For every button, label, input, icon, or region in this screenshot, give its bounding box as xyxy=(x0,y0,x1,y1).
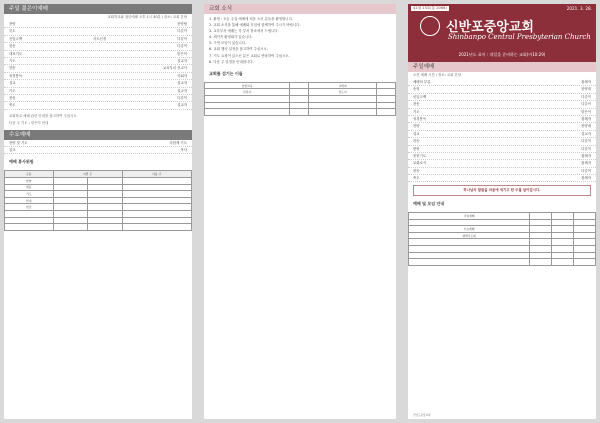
schedule-row xyxy=(409,219,596,226)
sunday-order-list xyxy=(408,79,596,182)
sunday-order-row-mid xyxy=(426,153,581,159)
schedule-cell xyxy=(530,226,552,233)
wednesday-order-row-label: 찬양 및 기도 xyxy=(9,140,28,145)
sunday-order-row-right: 찬양대 xyxy=(581,124,591,129)
volunteer-cell: 찬양 xyxy=(5,178,54,185)
youth-order-row-label: 기도 xyxy=(9,88,16,93)
schedule-cell xyxy=(552,252,574,259)
schedule-cell xyxy=(530,239,552,246)
youth-order-row xyxy=(4,102,192,109)
schedule-cell xyxy=(574,252,596,259)
youth-order-row-mid xyxy=(16,95,178,101)
volunteer-cell xyxy=(53,191,88,198)
news-item: 8. 다음 주 일정을 안내합니다. xyxy=(209,59,254,64)
schedule-cell xyxy=(530,246,552,253)
schedule-cell xyxy=(552,213,574,220)
news-item: 3. 교육부서 예배는 각 부서 장소에서 드립니다. xyxy=(209,29,279,34)
youth-order-row-label: 찬송 xyxy=(9,44,16,49)
left-panel xyxy=(4,4,192,419)
volunteer-row xyxy=(5,184,192,191)
schedule-cell xyxy=(409,259,530,266)
youth-order-row-label: 찬송 xyxy=(9,95,16,100)
youth-order-row xyxy=(4,58,192,65)
youth-order-row-label: 묵도 xyxy=(9,29,16,34)
schedule-row xyxy=(409,246,596,253)
sunday-order-row-mid xyxy=(420,138,582,144)
volunteer-cell xyxy=(88,197,123,204)
staff-table xyxy=(204,82,396,116)
volunteer-cell xyxy=(88,217,123,224)
sunday-order-row xyxy=(408,138,596,145)
sunday-order-row-right: 찬양대 xyxy=(581,87,591,92)
staff-row xyxy=(205,109,396,116)
schedule-row xyxy=(409,239,596,246)
sunday-order-row-mid xyxy=(420,123,582,129)
sunday-order-row-right: 다같이 xyxy=(581,146,591,151)
staff-cell xyxy=(205,109,290,116)
volunteer-cell xyxy=(88,191,123,198)
youth-order-row-right: 설교자 xyxy=(177,58,187,63)
youth-order-row-label: 설교 xyxy=(9,81,16,86)
volunteer-table-header xyxy=(5,171,192,178)
sunday-order-row-label: 송영 xyxy=(413,87,420,92)
youth-order-row xyxy=(4,65,192,72)
schedule-table-title: 예배 및 모임 안내 xyxy=(413,201,445,207)
volunteer-cell xyxy=(122,204,191,211)
volunteer-cell xyxy=(122,178,191,185)
news-item: 1. 환영 : 오늘 주일 예배에 처음 오신 분들을 환영합니다. xyxy=(209,17,293,21)
sunday-order-row-right: 다같이 xyxy=(581,168,591,173)
staff-cell xyxy=(308,109,377,116)
staff-row xyxy=(205,82,396,89)
youth-order-row-mid xyxy=(16,21,178,27)
sunday-order-row xyxy=(408,131,596,138)
staff-cell xyxy=(290,89,309,96)
staff-cell xyxy=(290,95,309,102)
volunteer-cell: 안내 xyxy=(5,197,54,204)
youth-order-row-right: 다같이 xyxy=(177,29,187,34)
schedule-cell xyxy=(409,246,530,253)
volunteer-row xyxy=(5,197,192,204)
youth-order-row-mid xyxy=(16,102,178,108)
schedule-cell xyxy=(552,219,574,226)
youth-intro-line: 교회학교와 청년예배 오후 1시 30분 / 장소: 교회 본당 xyxy=(107,15,187,19)
sunday-order-row-label: 찬송 xyxy=(413,168,420,173)
wednesday-order-row xyxy=(4,140,192,147)
volunteer-cell: 기도 xyxy=(5,191,54,198)
bulletin-masthead xyxy=(408,4,596,62)
youth-worship-header: 주일 젊은이예배 xyxy=(4,4,192,14)
youth-order-row xyxy=(4,73,192,80)
staff-cell xyxy=(290,102,309,109)
wednesday-order-list xyxy=(4,140,192,155)
volunteer-cell: 대표 xyxy=(5,184,54,191)
volunteer-cell xyxy=(5,211,54,218)
youth-order-row-label: 대표기도 xyxy=(9,51,23,56)
sunday-order-row xyxy=(408,101,596,108)
schedule-cell xyxy=(530,259,552,266)
volunteer-cell xyxy=(88,178,123,185)
volunteer-cell xyxy=(5,224,54,231)
sunday-order-row-label: 예배의 부름 xyxy=(413,80,431,84)
staff-cell xyxy=(377,82,396,89)
volunteer-cell xyxy=(122,217,191,224)
schedule-cell xyxy=(409,252,530,259)
sunday-order-row-right: 집례자 xyxy=(581,80,591,84)
issue-number: 41권 13호(통 2068) xyxy=(413,6,447,10)
schedule-cell xyxy=(574,232,596,239)
staff-cell: 교역자 xyxy=(308,82,377,89)
youth-order-row-mid: 사도신경 xyxy=(93,36,107,41)
staff-row xyxy=(205,89,396,96)
volunteer-cell xyxy=(122,224,191,231)
volunteer-cell xyxy=(122,184,191,191)
sunday-order-row xyxy=(408,86,596,93)
sunday-order-row-right: 집례자 xyxy=(581,161,591,166)
sunday-order-row-right: 설교자 xyxy=(581,131,591,136)
youth-order-row-right: 설교자 xyxy=(177,103,187,108)
sunday-order-row-right: 다같이 xyxy=(581,139,591,144)
sunday-order-row xyxy=(408,153,596,160)
youth-order-row-right: 설교자 xyxy=(177,88,187,93)
youth-order-row-label: 신앙고백 xyxy=(9,36,23,41)
col-category: 구분 xyxy=(5,171,54,178)
church-news-header: 교회 소식 xyxy=(204,4,396,14)
year-motto: 2021년도 표어 : 내일을 준비하는 교회(마10:29) xyxy=(458,52,546,57)
sunday-order-row xyxy=(408,94,596,101)
sunday-order-row-right: 집례자 xyxy=(581,116,591,121)
volunteer-row xyxy=(5,191,192,198)
volunteer-table xyxy=(4,170,192,230)
sunday-order-row-mid xyxy=(426,116,581,122)
sunday-order-row-right: 집례자 xyxy=(581,176,591,181)
sunday-order-row-label: 신앙고백 xyxy=(413,94,427,99)
youth-note-2: 다음 주 기도 : 맡은이 안내 xyxy=(9,120,49,125)
volunteer-cell xyxy=(88,184,123,191)
schedule-row xyxy=(409,252,596,259)
sunday-order-row xyxy=(408,79,596,86)
staff-cell xyxy=(205,95,290,102)
youth-order-row xyxy=(4,80,192,87)
schedule-cell xyxy=(530,252,552,259)
volunteer-cell xyxy=(53,211,88,218)
staff-cell xyxy=(377,102,396,109)
schedule-cell xyxy=(552,246,574,253)
youth-order-row-right: 다같이 xyxy=(177,44,187,49)
volunteer-cell xyxy=(53,178,88,185)
schedule-cell: 새벽기도회 xyxy=(409,232,530,239)
schedule-row xyxy=(409,213,596,220)
youth-order-row xyxy=(4,43,192,50)
youth-order-row xyxy=(4,28,192,35)
wednesday-order-row-mid xyxy=(16,147,181,153)
sunday-order-row-label: 찬송 xyxy=(413,102,420,107)
youth-order-row-mid xyxy=(22,51,177,57)
youth-order-row-mid xyxy=(16,80,178,86)
middle-panel xyxy=(204,4,396,419)
youth-order-row-right: 교육부서 전교사 xyxy=(162,66,187,71)
volunteer-cell xyxy=(53,197,88,204)
staff-cell: 전도사 xyxy=(308,89,377,96)
wednesday-order-row-right: 다함께 기도 xyxy=(169,140,187,145)
staff-table-title: 교회를 섬기는 이들 xyxy=(209,70,243,76)
volunteer-cell xyxy=(88,204,123,211)
staff-cell xyxy=(290,109,309,116)
news-item: 5. 구역 모임이 있습니다. xyxy=(209,41,247,46)
staff-cell: 부목사 xyxy=(205,89,290,96)
sunday-order-row-mid xyxy=(420,175,582,181)
news-item: 2. 교회 소식을 통해 예배와 모임에 함께하여 주시기 바랍니다. xyxy=(209,23,301,28)
sunday-order-row xyxy=(408,123,596,130)
staff-row xyxy=(205,102,396,109)
youth-order-row-right: 사회자 xyxy=(177,73,187,78)
verse-box: 하나님의 말씀을 마음에 새기고 한 주를 살아갑시다. xyxy=(413,185,591,196)
schedule-cell xyxy=(574,239,596,246)
youth-order-row-label: 성경봉독 xyxy=(9,73,23,78)
news-item: 7. 기도 요청이 있으신 분은 교회로 연락하여 주십시오. xyxy=(209,53,290,58)
news-item: 4. 새가족 환영회가 있습니다. xyxy=(209,35,253,40)
sunday-order-row-mid xyxy=(420,86,582,92)
staff-cell xyxy=(308,102,377,109)
volunteer-cell xyxy=(53,184,88,191)
youth-order-row-label: 기도 xyxy=(9,58,16,63)
sunday-order-row xyxy=(408,116,596,123)
sunday-order-row-label: 성경봉독 xyxy=(413,116,427,121)
youth-order-row-mid xyxy=(16,28,178,34)
youth-order-row-right: 맡은이 xyxy=(177,51,187,56)
volunteer-cell xyxy=(122,211,191,218)
sunday-order-row-label: 봉헌기도 xyxy=(413,153,427,158)
wednesday-order-row-right: 목사 xyxy=(180,148,187,153)
youth-order-row-mid xyxy=(16,58,178,64)
sunday-order-row-right: 다같이 xyxy=(581,102,591,107)
sunday-order-row xyxy=(408,168,596,175)
volunteer-table-title: 예배 봉사위원 xyxy=(9,159,34,165)
sunday-order-row-mid xyxy=(420,101,582,107)
sunday-order-row-mid xyxy=(420,146,582,152)
volunteer-row xyxy=(5,178,192,185)
schedule-cell xyxy=(530,219,552,226)
col-this-week: 이번 주 xyxy=(53,171,122,178)
schedule-cell xyxy=(574,219,596,226)
schedule-table xyxy=(408,212,596,266)
schedule-row xyxy=(409,226,596,233)
volunteer-cell xyxy=(122,197,191,204)
youth-order-row-right: 다같이 xyxy=(177,95,187,100)
staff-cell xyxy=(377,95,396,102)
schedule-row xyxy=(409,259,596,266)
volunteer-row xyxy=(5,211,192,218)
sunday-order-row-mid xyxy=(420,168,582,174)
schedule-cell: 수요예배 xyxy=(409,226,530,233)
schedule-cell xyxy=(574,213,596,220)
schedule-cell xyxy=(552,226,574,233)
sunday-intro-line: 오전 예배 시간 / 장소: 교회 본당 xyxy=(413,73,462,77)
staff-cell xyxy=(290,82,309,89)
schedule-cell xyxy=(530,232,552,239)
staff-cell xyxy=(205,102,290,109)
staff-cell xyxy=(377,89,396,96)
sunday-order-row xyxy=(408,160,596,167)
sunday-order-row-right: 맡은이 xyxy=(581,109,591,114)
church-news-body xyxy=(204,17,396,64)
youth-note-1: 교회학교 예배 관련 안내를 참고하여 주십시오 xyxy=(9,113,77,118)
schedule-cell xyxy=(409,239,530,246)
staff-cell xyxy=(308,95,377,102)
youth-order-row xyxy=(4,36,192,43)
schedule-cell xyxy=(552,259,574,266)
sunday-order-row-label: 설교 xyxy=(413,131,420,136)
sunday-order-row-label: 기도 xyxy=(413,109,420,114)
staff-cell xyxy=(377,109,396,116)
sunday-order-row-label: 봉헌 xyxy=(413,146,420,151)
schedule-cell: 주일예배 xyxy=(409,213,530,220)
schedule-row xyxy=(409,232,596,239)
footer-text: 신반포중앙교회 xyxy=(413,414,431,417)
right-panel xyxy=(408,4,596,419)
volunteer-row xyxy=(5,217,192,224)
sunday-order-row-right: 다같이 xyxy=(581,94,591,99)
sunday-order-row-label: 찬송 xyxy=(413,139,420,144)
schedule-cell xyxy=(552,232,574,239)
staff-row xyxy=(205,95,396,102)
volunteer-cell xyxy=(88,224,123,231)
staff-cell: 담임목사 xyxy=(205,82,290,89)
sunday-order-row-mid xyxy=(426,94,581,100)
volunteer-cell xyxy=(53,217,88,224)
sunday-order-row-label: 교회소식 xyxy=(413,161,427,166)
volunteer-cell xyxy=(122,191,191,198)
youth-order-row-right: 설교자 xyxy=(177,81,187,86)
schedule-cell xyxy=(574,246,596,253)
volunteer-cell: 헌금 xyxy=(5,204,54,211)
youth-order-row-right: 다같이 xyxy=(177,36,187,41)
volunteer-cell xyxy=(53,204,88,211)
youth-order-row-mid xyxy=(22,73,177,79)
youth-order-list xyxy=(4,21,192,110)
sunday-order-row-mid xyxy=(426,160,581,166)
wednesday-worship-header: 수요예배 xyxy=(4,130,192,140)
wednesday-order-row xyxy=(4,147,192,154)
volunteer-cell xyxy=(88,211,123,218)
col-next-week: 다음 주 xyxy=(122,171,191,178)
youth-order-row-label: 축도 xyxy=(9,103,16,108)
bulletin-date: 2021. 3. 28. xyxy=(566,6,592,11)
youth-order-row xyxy=(4,95,192,102)
sunday-order-row xyxy=(408,109,596,116)
sunday-order-row xyxy=(408,146,596,153)
youth-order-row xyxy=(4,51,192,58)
sunday-order-row xyxy=(408,175,596,182)
schedule-cell xyxy=(530,213,552,220)
sunday-order-row-label: 찬양 xyxy=(413,124,420,129)
sunday-order-row-mid xyxy=(430,79,581,85)
church-logo-icon xyxy=(420,16,440,36)
schedule-cell xyxy=(574,226,596,233)
sunday-order-row-mid xyxy=(420,109,582,115)
youth-order-row-label: 찬송 xyxy=(9,66,16,71)
volunteer-row xyxy=(5,224,192,231)
youth-order-row-mid xyxy=(16,65,163,71)
church-name: 신반포중앙교회 xyxy=(446,20,534,35)
news-item: 6. 교회 행사 일정을 참고하여 주십시오. xyxy=(209,47,268,52)
schedule-cell xyxy=(409,219,530,226)
volunteer-cell xyxy=(5,217,54,224)
wednesday-order-row-label: 설교 xyxy=(9,148,16,153)
sunday-order-row-right: 집례자 xyxy=(581,153,591,158)
youth-order-row xyxy=(4,21,192,28)
church-name-english: Shinbanpo Central Presbyterian Church xyxy=(448,33,591,41)
youth-order-row xyxy=(4,88,192,95)
youth-order-row-mid xyxy=(16,88,178,94)
youth-order-row-label: 찬양 xyxy=(9,22,16,26)
youth-order-row-mid xyxy=(16,43,178,49)
schedule-cell xyxy=(574,259,596,266)
schedule-cell xyxy=(552,239,574,246)
sunday-worship-header: 주일예배 xyxy=(408,62,596,72)
wednesday-order-row-mid xyxy=(28,140,170,146)
sunday-order-row-label: 축도 xyxy=(413,176,420,181)
sunday-order-row-mid xyxy=(420,131,582,137)
youth-order-row-right: 찬양팀 xyxy=(177,22,187,26)
volunteer-cell xyxy=(53,224,88,231)
volunteer-row xyxy=(5,204,192,211)
